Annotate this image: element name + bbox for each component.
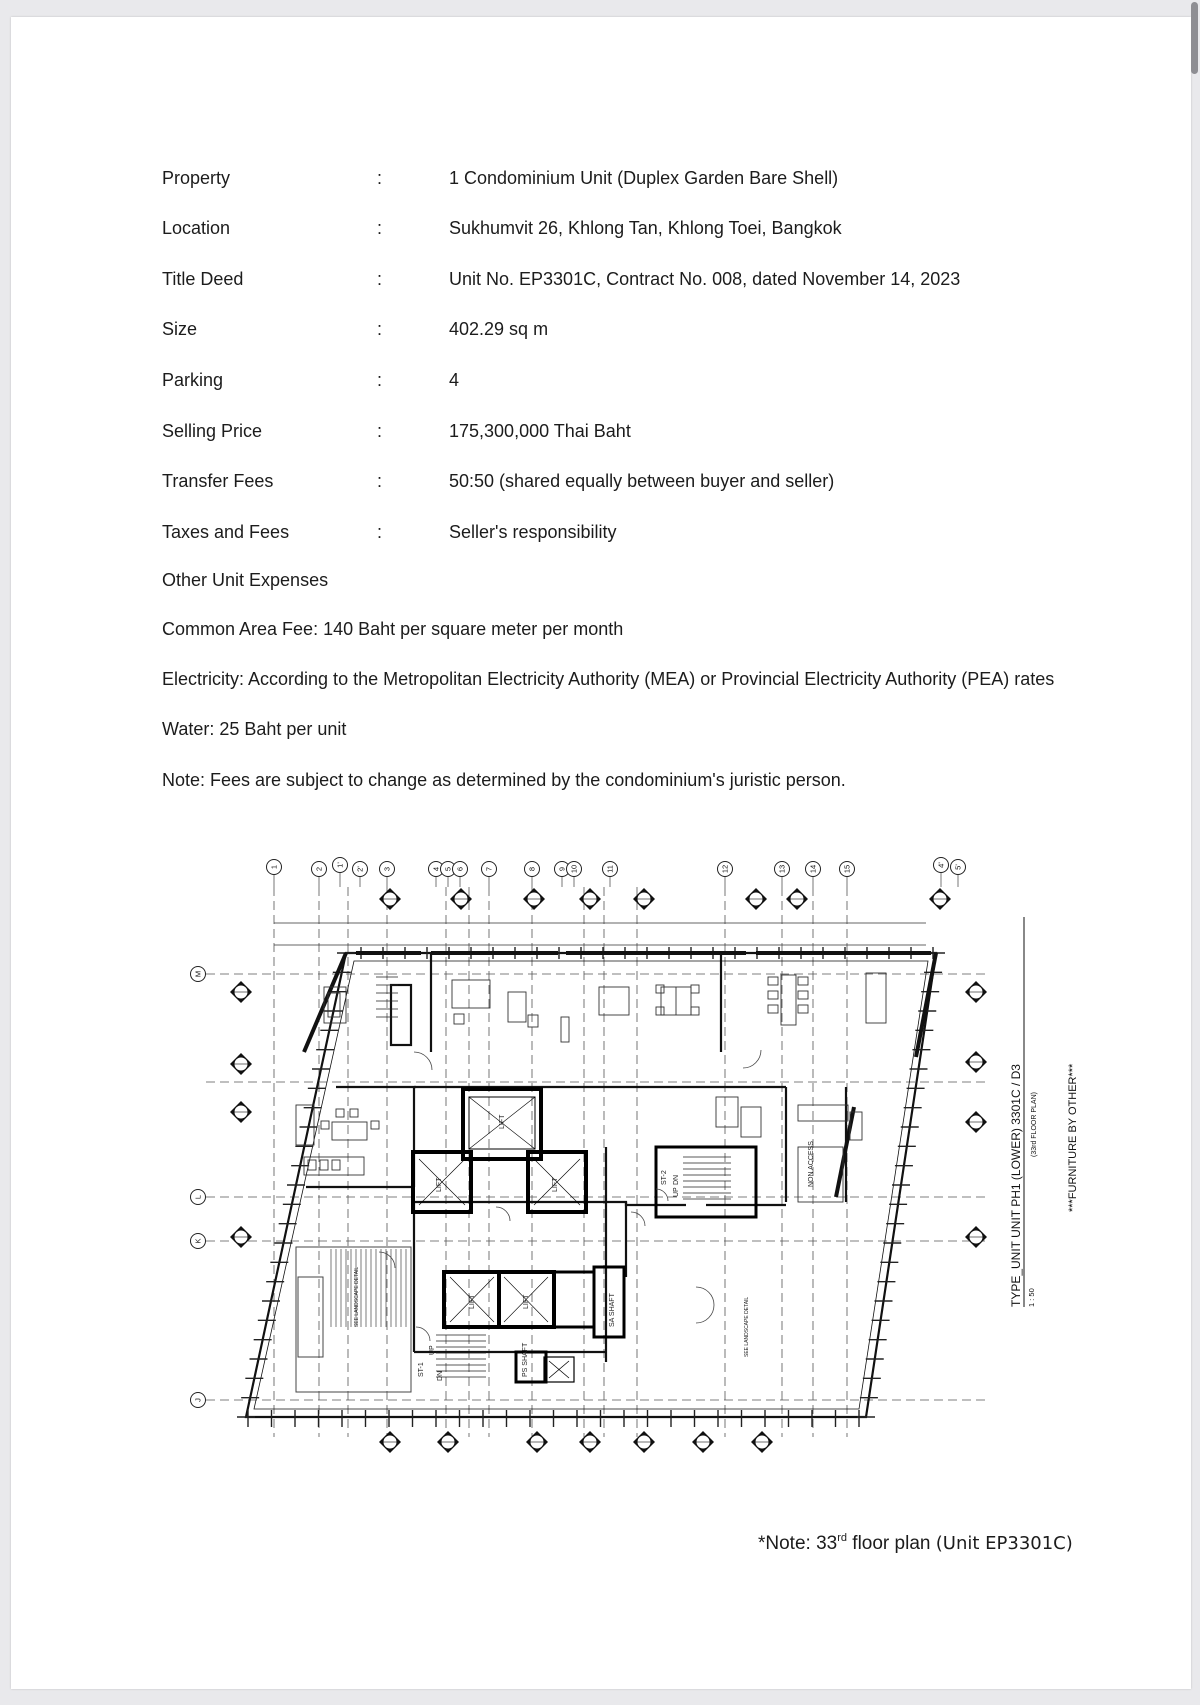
drawing-title-block bbox=[1009, 917, 1079, 1307]
door-swings bbox=[379, 1050, 761, 1341]
section-marker bbox=[786, 888, 808, 910]
grid-column-bubble bbox=[333, 858, 348, 888]
drawing-scale: 1 : 50 bbox=[1027, 1288, 1036, 1307]
grid-column-bubble bbox=[603, 862, 618, 888]
drawing-title: TYPE_UNIT UNIT PH1 (LOWER) 3301C / D3 bbox=[1009, 1064, 1023, 1307]
section-marker bbox=[633, 1431, 655, 1453]
stair-2-label: ST-2 bbox=[661, 1170, 668, 1185]
vertical-grid-lines bbox=[274, 887, 847, 1437]
detail-label: Transfer Fees bbox=[162, 471, 274, 491]
grid-column-bubble bbox=[806, 862, 821, 888]
stair-dn-label: DN bbox=[673, 1174, 680, 1185]
detail-separator: : bbox=[377, 218, 383, 238]
drawing-subtitle: (33rd FLOOR PLAN) bbox=[1031, 1092, 1038, 1157]
detail-label: Title Deed bbox=[162, 269, 244, 289]
grid-column-label: 5 bbox=[443, 866, 453, 872]
caption-unit: (Unit EP3301C) bbox=[935, 1533, 1073, 1554]
grid-column-label: 2 bbox=[314, 866, 324, 872]
detail-separator: : bbox=[377, 522, 383, 542]
detail-value: 4 bbox=[449, 370, 460, 390]
ps-shaft-label: PS SHAFT bbox=[522, 1342, 529, 1377]
section-marker bbox=[523, 888, 545, 910]
floor-plan-drawing bbox=[186, 857, 1091, 1459]
vertical-scrollbar[interactable] bbox=[1188, 0, 1200, 1705]
grid-column-label: 11 bbox=[605, 865, 615, 873]
caption-ordinal: rd bbox=[837, 1532, 848, 1544]
grid-row-bubble bbox=[191, 1190, 206, 1205]
stair-up-label: UP bbox=[429, 1345, 436, 1355]
detail-value: Seller's responsibility bbox=[449, 522, 617, 542]
detail-value: Unit No. EP3301C, Contract No. 008, dated November 14, 2023 bbox=[449, 269, 961, 289]
detail-label: Parking bbox=[162, 370, 224, 390]
grid-column-label: 15 bbox=[842, 864, 852, 874]
section-marker bbox=[965, 1111, 987, 1133]
landscape-detail-label: SEE LANDSCAPE DETAIL bbox=[354, 1266, 360, 1327]
building-core bbox=[413, 1089, 756, 1382]
grid-column-bubble bbox=[380, 862, 395, 888]
detail-value: Sukhumvit 26, Khlong Tan, Khlong Toei, Bangkok bbox=[449, 218, 842, 238]
grid-column-label: 10 bbox=[569, 864, 579, 874]
grid-column-label: 1 bbox=[269, 864, 279, 870]
grid-row-bubbles bbox=[191, 967, 206, 1408]
section-marker bbox=[230, 981, 252, 1003]
common-area-fee: Common Area Fee: 140 Baht per square meter per month bbox=[162, 619, 624, 639]
section-marker bbox=[965, 981, 987, 1003]
grid-column-bubble bbox=[267, 860, 282, 888]
grid-column-label: 8 bbox=[527, 866, 537, 872]
landscape-detail-label: SEE LANDSCAPE DETAIL bbox=[744, 1296, 750, 1357]
fees-note: Note: Fees are subject to change as determined by the condominium's juristic person. bbox=[162, 770, 846, 790]
caption-prefix: *Note: 33 bbox=[758, 1533, 838, 1554]
section-marker bbox=[965, 1226, 987, 1248]
section-marker bbox=[929, 888, 951, 910]
north-wall bbox=[304, 953, 936, 1197]
non-access-label: NON ACCESS bbox=[808, 1141, 815, 1187]
grid-column-bubble bbox=[934, 858, 949, 888]
scrollbar-thumb[interactable] bbox=[1191, 2, 1198, 74]
section-marker bbox=[751, 1431, 773, 1453]
detail-separator: : bbox=[377, 168, 383, 188]
grid-column-label: 2' bbox=[355, 866, 365, 872]
detail-value: 175,300,000 Thai Baht bbox=[449, 421, 631, 441]
grid-column-label: 13 bbox=[777, 864, 787, 874]
stair-dn-label: DN bbox=[437, 1370, 444, 1381]
furniture-note: ***FURNITURE BY OTHER*** bbox=[1067, 1063, 1079, 1212]
detail-separator: : bbox=[377, 319, 383, 339]
lift-label: LIFT bbox=[552, 1177, 559, 1192]
grid-column-label: 4 bbox=[431, 866, 441, 872]
grid-row-bubble bbox=[191, 967, 206, 982]
caption-suffix: floor plan bbox=[847, 1533, 936, 1554]
detail-label: Selling Price bbox=[162, 421, 263, 441]
grid-row-bubble bbox=[191, 1393, 206, 1408]
grid-column-bubble bbox=[482, 862, 497, 888]
grid-column-bubble bbox=[525, 862, 540, 888]
expenses-heading: Other Unit Expenses bbox=[162, 570, 329, 590]
building-outline bbox=[246, 953, 936, 1417]
grid-column-bubble bbox=[718, 862, 733, 888]
grid-row-label: M bbox=[193, 970, 203, 978]
lift-label: LIFT bbox=[499, 1114, 506, 1129]
grid-column-label: 7 bbox=[484, 866, 494, 872]
grid-row-label: J bbox=[193, 1398, 203, 1402]
detail-separator: : bbox=[377, 471, 383, 491]
grid-column-label: 5' bbox=[953, 864, 963, 870]
electricity-rate: Electricity: According to the Metropolitan Electricity Authority (MEA) or Provincial Electricity Authority (PEA) rates bbox=[162, 669, 1055, 689]
grid-row-label: K bbox=[193, 1238, 203, 1244]
lift-label: LIFT bbox=[523, 1294, 530, 1309]
grid-column-bubble bbox=[567, 862, 582, 888]
floor-plan-caption bbox=[758, 1526, 1073, 1556]
grid-column-label: 1' bbox=[335, 862, 345, 868]
grid-column-label: 14 bbox=[808, 864, 818, 874]
grid-column-bubble bbox=[312, 862, 327, 888]
section-marker bbox=[526, 1431, 548, 1453]
water-rate: Water: 25 Baht per unit bbox=[162, 719, 347, 739]
grid-column-bubble bbox=[840, 862, 855, 888]
detail-label: Size bbox=[162, 319, 198, 339]
section-marker bbox=[230, 1226, 252, 1248]
grid-row-label: L bbox=[193, 1194, 203, 1200]
detail-value: 402.29 sq m bbox=[449, 319, 549, 339]
detail-separator: : bbox=[377, 370, 383, 390]
detail-label: Location bbox=[162, 218, 231, 238]
section-marker bbox=[579, 888, 601, 910]
section-marker bbox=[692, 1431, 714, 1453]
section-marker bbox=[379, 1431, 401, 1453]
grid-column-label: 3 bbox=[382, 866, 392, 872]
sa-shaft-label: SA SHAFT bbox=[609, 1293, 616, 1327]
detail-label: Property bbox=[162, 168, 231, 188]
lift-label: LIFT bbox=[436, 1177, 443, 1192]
grid-column-bubble bbox=[453, 862, 468, 888]
document-page bbox=[11, 17, 1191, 1689]
detail-value: 50:50 (shared equally between buyer and seller) bbox=[449, 471, 835, 491]
section-marker bbox=[437, 1431, 459, 1453]
section-marker bbox=[230, 1053, 252, 1075]
grid-column-bubbles bbox=[267, 858, 966, 888]
detail-separator: : bbox=[377, 269, 383, 289]
section-marker bbox=[230, 1101, 252, 1123]
section-marker bbox=[965, 1051, 987, 1073]
grid-column-bubble bbox=[353, 862, 368, 888]
detail-value: 1 Condominium Unit (Duplex Garden Bare Shell) bbox=[449, 168, 839, 188]
grid-column-label: 9 bbox=[557, 866, 567, 872]
detail-label: Taxes and Fees bbox=[162, 522, 290, 542]
grid-column-label: 12 bbox=[720, 864, 730, 874]
section-marker bbox=[379, 888, 401, 910]
grid-row-bubble bbox=[191, 1234, 206, 1249]
section-marker bbox=[579, 1431, 601, 1453]
lift-label: LIFT bbox=[469, 1294, 476, 1309]
top-dimension-line bbox=[274, 923, 926, 945]
stair-up-label: UP bbox=[673, 1187, 680, 1197]
section-marker bbox=[745, 888, 767, 910]
detail-separator: : bbox=[377, 421, 383, 441]
grid-column-label: 6 bbox=[455, 866, 465, 872]
grid-column-bubble bbox=[775, 862, 790, 888]
stair-1-label: ST-1 bbox=[418, 1362, 425, 1377]
grid-column-bubble bbox=[951, 860, 966, 888]
section-marker bbox=[633, 888, 655, 910]
grid-column-label: 4' bbox=[936, 862, 946, 868]
